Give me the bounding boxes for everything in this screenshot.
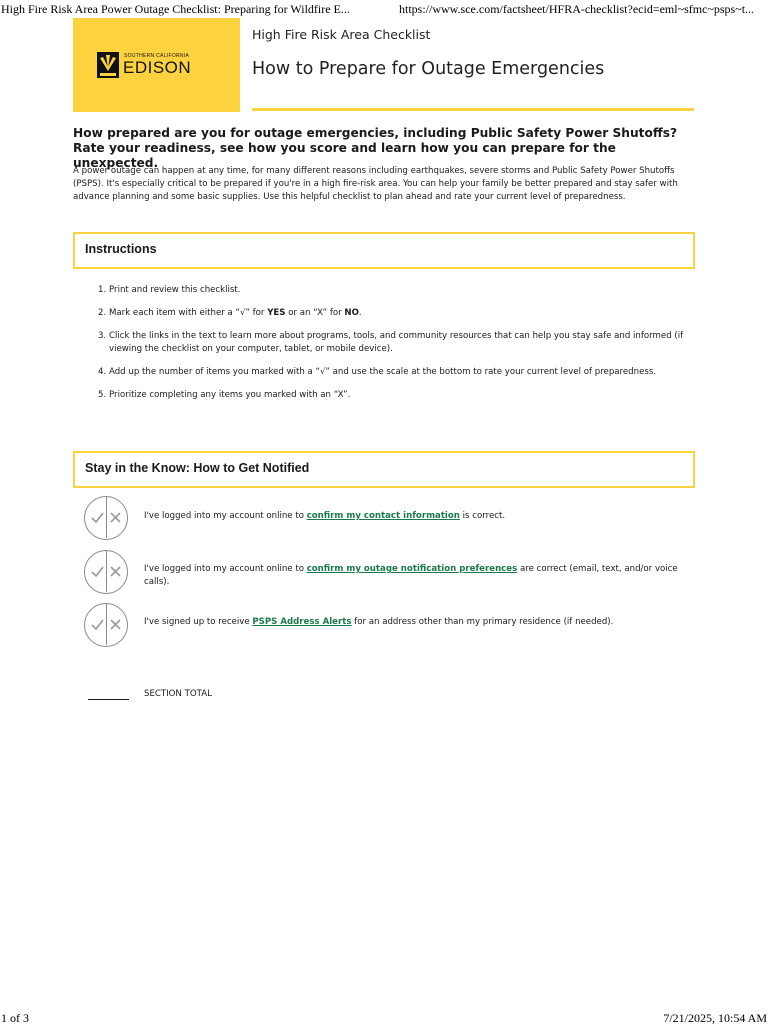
psps-address-alerts-link[interactable]: PSPS Address Alerts bbox=[252, 617, 352, 627]
instructions-section-header bbox=[73, 232, 695, 269]
x-mark-icon[interactable] bbox=[109, 617, 122, 632]
yes-no-toggle[interactable] bbox=[84, 496, 128, 540]
header-divider bbox=[252, 108, 694, 111]
instructions-list bbox=[98, 284, 688, 412]
print-page-title: High Fire Risk Area Power Outage Checklist: Preparing for Wildfire E... bbox=[1, 2, 350, 16]
checklist-item-notification-prefs bbox=[84, 550, 704, 598]
yes-no-toggle[interactable] bbox=[84, 550, 128, 594]
checkmark-icon[interactable] bbox=[90, 510, 105, 525]
yes-no-toggle[interactable] bbox=[84, 603, 128, 647]
lead-question: How prepared are you for outage emergencies, including Public Safety Power Shutoffs? Rate your readiness, see how you score and learn how you can prepare for the unexpected. bbox=[73, 126, 678, 170]
page-subtitle: High Fire Risk Area Checklist bbox=[252, 27, 431, 42]
print-footer bbox=[0, 1008, 768, 1024]
edison-logo bbox=[73, 18, 240, 112]
instructions-heading: Instructions bbox=[85, 242, 157, 256]
notified-heading: Stay in the Know: How to Get Notified bbox=[85, 461, 310, 475]
logo-top-text: SOUTHERN CALIFORNIA bbox=[124, 53, 190, 59]
edison-logo-mark-icon bbox=[97, 52, 119, 78]
list-item: 4. Add up the number of items you marked with a “√” and use the scale at the bottom to rate your current level of preparedness. bbox=[98, 367, 657, 377]
confirm-notification-preferences-link[interactable]: confirm my outage notification preferences bbox=[306, 564, 518, 574]
confirm-contact-info-link[interactable]: confirm my contact information bbox=[306, 511, 460, 521]
list-item: 5. Prioritize completing any items you marked with an “X”. bbox=[98, 390, 351, 400]
checklist-item-text: I've logged into my account online to confirm my contact information is correct. bbox=[144, 511, 506, 521]
checklist-item-contact-info bbox=[84, 496, 704, 544]
checklist-item-text: I've signed up to receive PSPS Address Alerts for an address other than my primary residence (if needed). bbox=[144, 617, 614, 627]
print-page-url: https://www.sce.com/factsheet/HFRA-checklist?ecid=eml~sfmc~psps~t... bbox=[399, 2, 755, 16]
checkmark-icon[interactable] bbox=[90, 617, 105, 632]
logo-name: EDISON bbox=[123, 58, 192, 77]
list-item: 1. Print and review this checklist. bbox=[98, 285, 241, 295]
checklist-item-text: I've logged into my account online to confirm my outage notification preferences are correct (email, text, and/or voice calls). bbox=[144, 564, 678, 587]
list-item: 3. Click the links in the text to learn more about programs, tools, and community resources that can help you stay safe and informed (if viewing the checklist on your computer, tablet, or mobile device). bbox=[98, 331, 684, 354]
section-total-blank[interactable] bbox=[88, 699, 129, 700]
print-date: 7/21/2025, 10:54 AM bbox=[663, 1011, 767, 1025]
checkmark-icon[interactable] bbox=[90, 564, 105, 579]
section-total-label: SECTION TOTAL bbox=[144, 689, 212, 699]
print-header bbox=[0, 0, 768, 18]
page-title: How to Prepare for Outage Emergencies bbox=[252, 59, 605, 79]
x-mark-icon[interactable] bbox=[109, 564, 122, 579]
x-mark-icon[interactable] bbox=[109, 510, 122, 525]
list-item: 2. Mark each item with either a “√” for YES or an “X” for NO. bbox=[98, 308, 362, 318]
print-page-number: 1 of 3 bbox=[1, 1011, 29, 1025]
intro-paragraph: A power outage can happen at any time, for many different reasons including earthquakes, severe storms and Public Safety Power Shutoffs (PSPS). It's especially critical to be prepared if you're in a high fire-risk area. You can help your family be better prepared and stay safer with advance planning and some basic supplies. Use this helpful checklist to plan ahead and rate your current level of preparedness. bbox=[73, 166, 678, 202]
checklist-item-psps-alerts bbox=[84, 603, 704, 651]
notified-section-header bbox=[73, 451, 695, 488]
